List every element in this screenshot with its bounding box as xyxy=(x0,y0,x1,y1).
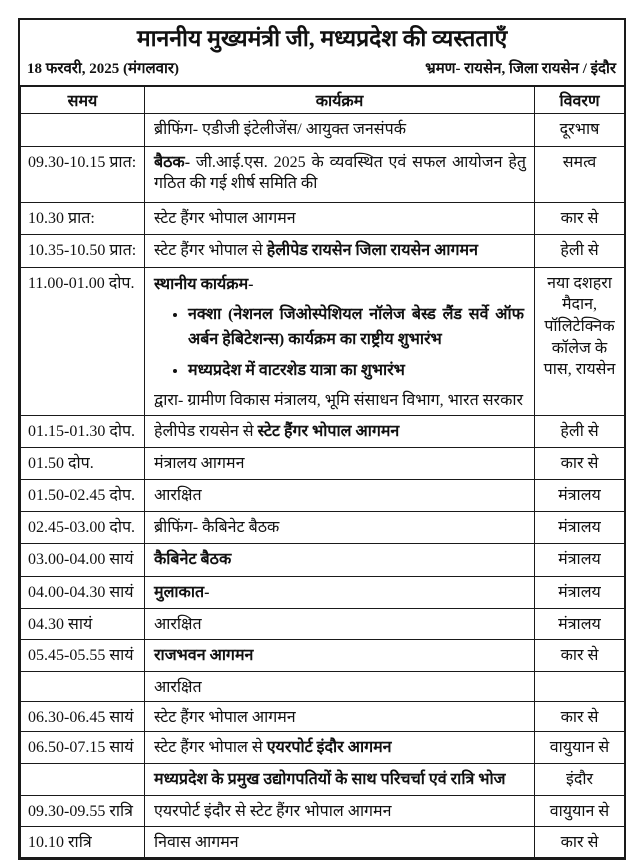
program-cell xyxy=(145,234,535,267)
column-header-detail: विवरण xyxy=(535,86,625,113)
detail-cell: मंत्रालय xyxy=(535,576,625,608)
time-cell: 01.50-02.45 दोप. xyxy=(21,479,145,511)
program-text-emphasis: हेलीपेड रायसेन जिला रायसेन आगमन xyxy=(266,241,478,259)
column-header-time: समय xyxy=(21,86,145,113)
program-text-emphasis: राजभवन आगमन xyxy=(154,646,254,664)
schedule-row xyxy=(21,671,625,701)
program-text-emphasis: बैठक- xyxy=(154,153,196,171)
program-text: स्टेट हैंगर भोपाल आगमन xyxy=(154,708,296,726)
column-header-program: कार्यक्रम xyxy=(145,86,535,113)
time-cell: 02.45-03.00 दोप. xyxy=(21,511,145,543)
program-text: हेलीपेड रायसेन से xyxy=(154,422,258,440)
schedule-row xyxy=(21,234,625,267)
program-bullet-list xyxy=(154,302,526,384)
program-text: आरक्षित xyxy=(154,615,202,633)
time-cell: 01.50 दोप. xyxy=(21,447,145,479)
time-cell: 11.00-01.00 दोप. xyxy=(21,267,145,415)
schedule-row xyxy=(21,447,625,479)
time-cell: 09.30-09.55 रात्रि xyxy=(21,795,145,826)
schedule-row xyxy=(21,608,625,639)
meta-row xyxy=(20,54,624,85)
page-title: माननीय मुख्यमंत्री जी, मध्यप्रदेश की व्यस्तताएँ xyxy=(136,26,508,51)
program-cell xyxy=(145,543,535,576)
program-cell xyxy=(145,415,535,447)
program-text: मंत्रालय आगमन xyxy=(154,454,245,472)
detail-cell: नया दशहरा मैदान, पॉलिटेक्निक कॉलेज के पास, रायसेन xyxy=(535,267,625,415)
schedule-table xyxy=(20,86,625,858)
program-heading: स्थानीय कार्यक्रम- xyxy=(154,275,254,293)
detail-cell: दूरभाष xyxy=(535,113,625,146)
time-cell: 10.10 रात्रि xyxy=(21,826,145,857)
schedule-row xyxy=(21,113,625,146)
program-text: ब्रीफिंग- कैबिनेट बैठक xyxy=(154,518,280,536)
schedule-row xyxy=(21,576,625,608)
detail-cell: मंत्रालय xyxy=(535,479,625,511)
time-cell: 01.15-01.30 दोप. xyxy=(21,415,145,447)
schedule-row xyxy=(21,701,625,731)
time-cell xyxy=(21,113,145,146)
time-cell xyxy=(21,671,145,701)
program-cell xyxy=(145,576,535,608)
program-cell xyxy=(145,511,535,543)
detail-cell: समत्व xyxy=(535,146,625,202)
program-text-emphasis: मध्यप्रदेश के प्रमुख उद्योगपतियों के साथ परिचर्चा एवं रात्रि भोज xyxy=(154,770,506,788)
schedule-document xyxy=(18,18,626,860)
time-cell: 10.30 प्रात: xyxy=(21,202,145,234)
schedule-row xyxy=(21,795,625,826)
time-cell: 06.50-07.15 सायं xyxy=(21,731,145,763)
date-label: 18 फरवरी, 2025 (मंगलवार) xyxy=(27,60,179,77)
program-bullet: • नक्शा (नेशनल जिओस्पेशियल नॉलेज बेस्ड लैंड सर्वे ऑफ अर्बन हेबिटेशन्स) कार्यक्रम का राष्ट्रीय शुभारंभ xyxy=(188,302,526,353)
schedule-row xyxy=(21,146,625,202)
schedule-row xyxy=(21,267,625,415)
detail-cell: कार से xyxy=(535,639,625,671)
program-text: जी.आई.एस. 2025 के व्यवस्थित एवं सफल आयोजन हेतु गठित की गई शीर्ष समिति की xyxy=(154,153,526,193)
detail-cell: कार से xyxy=(535,202,625,234)
program-text-emphasis: स्टेट हैंगर भोपाल आगमन xyxy=(257,422,400,440)
program-text: स्टेट हैंगर भोपाल से xyxy=(154,241,267,259)
schedule-row xyxy=(21,826,625,857)
program-text-emphasis: कैबिनेट बैठक xyxy=(154,550,232,568)
tour-label: भ्रमण- रायसेन, जिला रायसेन / इंदौर xyxy=(425,60,616,77)
detail-cell: वायुयान से xyxy=(535,731,625,763)
schedule-row xyxy=(21,731,625,763)
program-text-emphasis: मुलाकात- xyxy=(154,583,210,601)
schedule-row xyxy=(21,415,625,447)
program-cell xyxy=(145,146,535,202)
detail-cell: मंत्रालय xyxy=(535,608,625,639)
program-text: स्टेट हैंगर भोपाल से xyxy=(154,738,267,756)
time-cell: 04.00-04.30 सायं xyxy=(21,576,145,608)
program-cell xyxy=(145,479,535,511)
detail-cell: कार से xyxy=(535,826,625,857)
program-text: निवास आगमन xyxy=(154,833,239,851)
schedule-row xyxy=(21,511,625,543)
detail-cell: इंदौर xyxy=(535,763,625,795)
detail-cell xyxy=(535,671,625,701)
schedule-row xyxy=(21,543,625,576)
time-cell: 03.00-04.00 सायं xyxy=(21,543,145,576)
program-cell xyxy=(145,447,535,479)
program-byline: द्वारा- ग्रामीण विकास मंत्रालय, भूमि संसाधन विभाग, भारत सरकार xyxy=(154,391,524,409)
detail-cell: हेली से xyxy=(535,415,625,447)
program-cell xyxy=(145,826,535,857)
time-cell: 09.30-10.15 प्रात: xyxy=(21,146,145,202)
program-cell xyxy=(145,639,535,671)
program-cell xyxy=(145,795,535,826)
program-text: ब्रीफिंग- एडीजी इंटेलीजेंस/ आयुक्त जनसंपर्क xyxy=(154,120,406,138)
program-bullet: • मध्यप्रदेश में वाटरशेड यात्रा का शुभारंभ xyxy=(188,358,526,384)
detail-cell: कार से xyxy=(535,701,625,731)
program-cell xyxy=(145,608,535,639)
detail-cell: कार से xyxy=(535,447,625,479)
schedule-row xyxy=(21,639,625,671)
program-cell xyxy=(145,701,535,731)
program-text: एयरपोर्ट इंदौर से स्टेट हैंगर भोपाल आगमन xyxy=(154,802,392,820)
program-text: आरक्षित xyxy=(154,678,202,696)
time-cell: 10.35-10.50 प्रात: xyxy=(21,234,145,267)
time-cell: 04.30 सायं xyxy=(21,608,145,639)
detail-cell: हेली से xyxy=(535,234,625,267)
program-cell xyxy=(145,202,535,234)
program-cell xyxy=(145,267,535,415)
program-cell xyxy=(145,671,535,701)
detail-cell: मंत्रालय xyxy=(535,543,625,576)
time-cell: 05.45-05.55 सायं xyxy=(21,639,145,671)
header-row xyxy=(21,86,625,113)
program-text: स्टेट हैंगर भोपाल आगमन xyxy=(154,209,296,227)
time-cell xyxy=(21,763,145,795)
program-cell xyxy=(145,763,535,795)
program-text-emphasis: एयरपोर्ट इंदौर आगमन xyxy=(266,738,392,756)
detail-cell: मंत्रालय xyxy=(535,511,625,543)
time-cell: 06.30-06.45 सायं xyxy=(21,701,145,731)
program-text: आरक्षित xyxy=(154,486,202,504)
detail-cell: वायुयान से xyxy=(535,795,625,826)
schedule-row xyxy=(21,202,625,234)
schedule-row xyxy=(21,763,625,795)
program-cell xyxy=(145,113,535,146)
program-cell xyxy=(145,731,535,763)
schedule-row xyxy=(21,479,625,511)
document-header xyxy=(20,20,624,86)
